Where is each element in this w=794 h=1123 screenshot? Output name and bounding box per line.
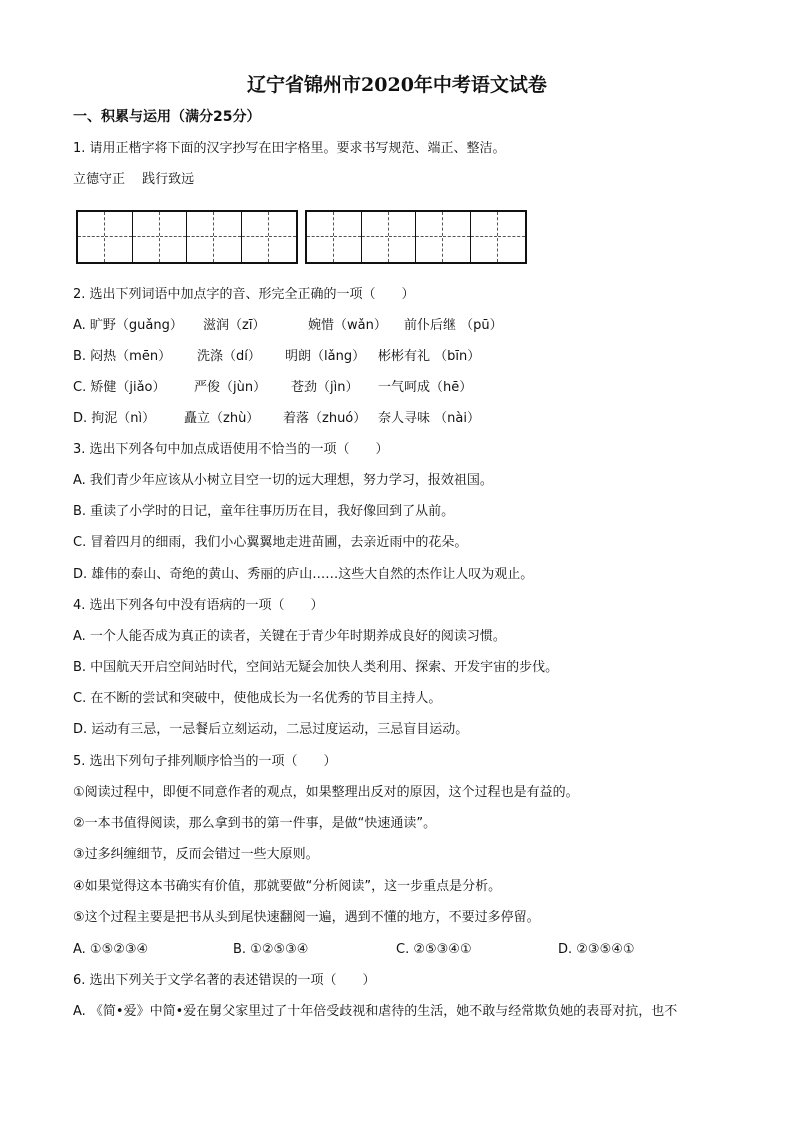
question-6-stem: 6. 选出下列关于文学名著的表述错误的一项（ ） (73, 973, 376, 988)
option-c-word-2: 严俊（jùn） (194, 380, 267, 395)
question-5-option-d: D. ②③⑤④① (558, 942, 635, 957)
question-1-text: 立德守正 践行致远 (73, 172, 195, 187)
option-c-word-1: C. 矫健（jiǎo） (73, 380, 166, 395)
option-b-word-1: B. 闷热（mēn） (73, 349, 172, 364)
question-4-option-d: D. 运动有三忌，一忌餐后立刻运动，二忌过度运动，三忌盲目运动。 (73, 722, 469, 737)
option-d-word-3: 着落（zhuó） (283, 411, 367, 426)
option-d-word-2: 矗立（zhù） (184, 411, 260, 426)
writing-grid-left[interactable] (76, 210, 298, 264)
writing-grid-right[interactable] (305, 210, 527, 264)
question-5-sentence-3: ③过多纠缠细节，反而会错过一些大原则。 (73, 847, 319, 862)
option-d-word-4: 奈人寻味 （nài） (378, 411, 480, 426)
question-4-option-c: C. 在不断的尝试和突破中，使他成长为一名优秀的节目主持人。 (73, 691, 442, 706)
option-a-word-1: A. 旷野（guǎng） (73, 318, 183, 333)
question-2-option-b (73, 348, 733, 366)
option-b-word-4: 彬彬有礼 （bīn） (378, 349, 481, 364)
question-3-option-a: A. 我们青少年应该从小树立目空一切的远大理想，努力学习，报效祖国。 (73, 473, 493, 488)
option-a-word-4: 前仆后继 （pū） (404, 318, 503, 333)
question-5-sentence-1: ①阅读过程中，即便不同意作者的观点，如果整理出反对的原因，这个过程也是有益的。 (73, 785, 579, 800)
option-a-word-2: 滋润（zī） (203, 318, 266, 333)
question-6-option-a: A. 《简•爱》中简•爱在舅父家里过了十年倍受歧视和虐待的生活，她不敢与经常欺负她的表哥对抗，也不 (73, 1004, 678, 1019)
option-c-word-4: 一气呵成（hē） (378, 380, 473, 395)
question-2-option-a (73, 317, 733, 335)
section-heading: 一、积累与运用（满分25分） (73, 109, 261, 125)
question-5-option-b: B. ①②⑤③④ (233, 942, 309, 957)
question-5-sentence-4: ④如果觉得这本书确实有价值，那就要做“分析阅读”，这一步重点是分析。 (73, 879, 502, 894)
exam-title: 辽宁省锦州市2020年中考语文试卷 (247, 74, 547, 96)
question-4-stem: 4. 选出下列各句中没有语病的一项（ ） (73, 598, 324, 613)
option-b-word-2: 洗涤（dí） (197, 349, 261, 364)
option-c-word-3: 苍劲（jìn） (291, 380, 359, 395)
question-4-option-b: B. 中国航天开启空间站时代，空间站无疑会加快人类利用、探索、开发宇宙的步伐。 (73, 660, 559, 675)
option-b-word-3: 明朗（lǎng） (285, 349, 366, 364)
question-4-option-a: A. 一个人能否成为真正的读者，关键在于青少年时期养成良好的阅读习惯。 (73, 629, 506, 644)
option-a-word-3: 婉惜（wǎn） (308, 318, 387, 333)
question-2-option-d (73, 410, 733, 428)
question-3-option-d: D. 雄伟的泰山、奇绝的黄山、秀丽的庐山……这些大自然的杰作让人叹为观止。 (73, 567, 534, 582)
question-1-stem: 1. 请用正楷字将下面的汉字抄写在田字格里。要求书写规范、端正、整洁。 (73, 141, 506, 156)
question-2-stem: 2. 选出下列词语中加点字的音、形完全正确的一项（ ） (73, 287, 415, 302)
question-5-sentence-5: ⑤这个过程主要是把书从头到尾快速翻阅一遍，遇到不懂的地方，不要过多停留。 (73, 910, 540, 925)
question-5-stem: 5. 选出下列句子排列顺序恰当的一项（ ） (73, 754, 337, 769)
question-2-option-c (73, 379, 733, 397)
question-3-stem: 3. 选出下列各句中加点成语使用不恰当的一项（ ） (73, 442, 389, 457)
option-d-word-1: D. 拘泥（nì） (73, 411, 156, 426)
question-3-option-b: B. 重读了小学时的日记，童年往事历历在目，我好像回到了从前。 (73, 504, 455, 519)
question-5-options (73, 941, 733, 959)
question-5-sentence-2: ②一本书值得阅读，那么拿到书的第一件事，是做“快速通读”。 (73, 816, 437, 831)
question-3-option-c: C. 冒着四月的细雨，我们小心翼翼地走进苗圃，去亲近雨中的花朵。 (73, 535, 468, 550)
question-5-option-c: C. ②⑤③④① (396, 942, 472, 957)
question-5-option-a: A. ①⑤②③④ (73, 942, 149, 957)
